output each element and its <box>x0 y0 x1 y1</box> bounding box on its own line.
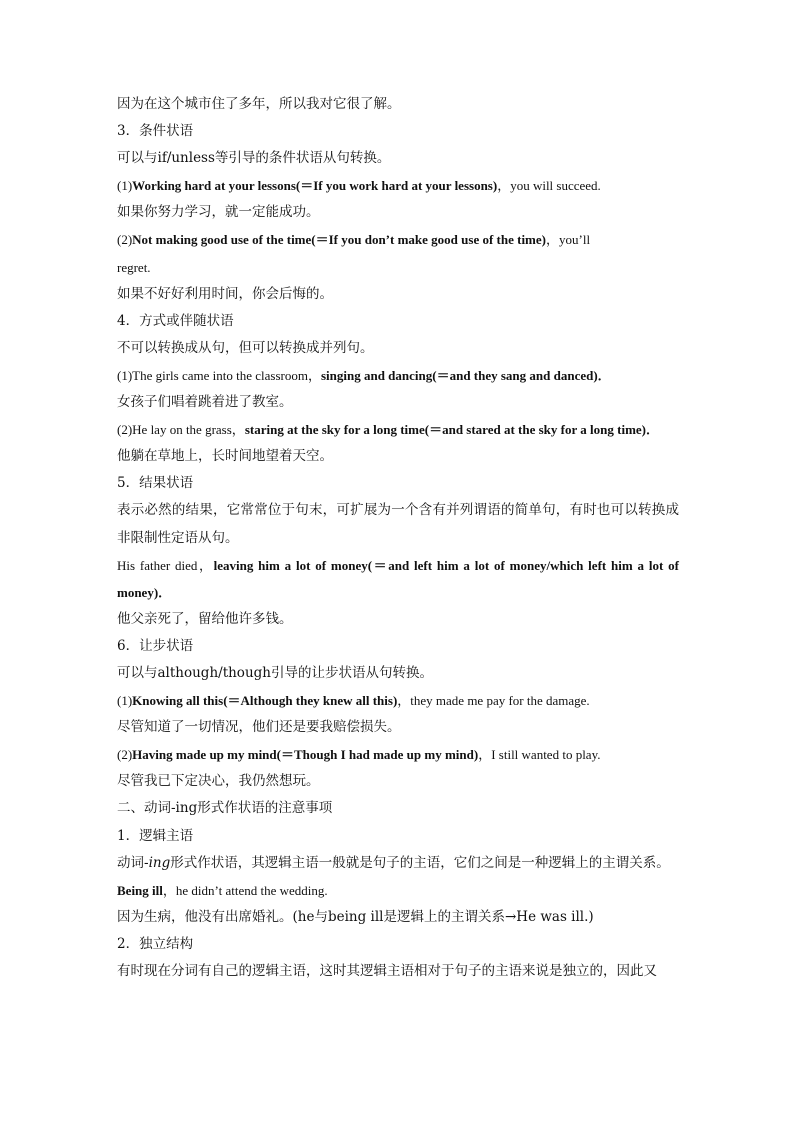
section-heading: 3．条件状语 <box>117 123 194 140</box>
sentence-head: (2)He lay on the grass， <box>117 422 245 438</box>
sentence-tail: ，you’ll <box>546 232 591 248</box>
section-heading: 1．逻辑主语 <box>117 827 194 844</box>
translation: 他父亲死了，留给他许多钱。 <box>117 610 293 627</box>
translation: 尽管我已下定决心，我仍然想玩。 <box>117 773 320 790</box>
example-sentence <box>117 741 679 768</box>
example-sentence <box>117 172 679 199</box>
bold-phrase: Working hard at your lessons(＝If you work hard at your lessons) <box>132 178 498 194</box>
sentence-continuation: regret. <box>117 259 151 275</box>
sentence-tail: ，I still wanted to play. <box>478 747 601 763</box>
section-heading: 2．独立结构 <box>117 935 194 952</box>
translation: 他躺在草地上，长时间地望着天空。 <box>117 448 333 465</box>
sentence-tail: ，he didn’t attend the wedding. <box>162 882 328 898</box>
sentence-tail: ，they made me pay for the damage. <box>397 693 590 709</box>
bold-phrase: Being ill <box>117 882 163 898</box>
paragraph <box>117 850 679 877</box>
example-sentence <box>117 226 679 253</box>
example-number: (2) <box>117 232 133 248</box>
paragraph-text: 动词- <box>117 854 149 871</box>
sentence-tail: ，you will succeed. <box>497 178 601 194</box>
sentence-head: His father died， <box>117 557 214 573</box>
translation: 如果你努力学习，就一定能成功。 <box>117 204 320 221</box>
paragraph: 不可以转换成从句，但可以转换成并列句。 <box>117 339 374 356</box>
bold-phrase: staring at the sky for a long time(＝and stared at the sky for a long time)． <box>244 422 659 438</box>
translation: 如果不好好利用时间，你会后悔的。 <box>117 285 333 302</box>
example-sentence <box>117 552 679 606</box>
example-number: (1) <box>117 693 133 709</box>
section-heading: 6．让步状语 <box>117 637 194 654</box>
section-heading: 5．结果状语 <box>117 475 194 492</box>
example-sentence <box>117 687 679 714</box>
paragraph: 因为在这个城市住了多年，所以我对它很了解。 <box>117 96 401 112</box>
paragraph-text: 形式作状语，其逻辑主语一般就是句子的主语，它们之间是一种逻辑上的主谓关系。 <box>170 854 670 871</box>
example-sentence <box>117 877 679 904</box>
paragraph: 有时现在分词有自己的逻辑主语，这时其逻辑主语相对于句子的主语来说是独立的，因此又 <box>117 963 657 979</box>
document-page <box>117 91 679 985</box>
paragraph: 可以与although/though引导的让步状语从句转换。 <box>117 664 433 681</box>
section-heading: 二、动词-ing形式作状语的注意事项 <box>117 800 333 817</box>
example-number: (1) <box>117 178 133 194</box>
example-sentence <box>117 416 679 443</box>
section-heading: 4．方式或伴随状语 <box>117 312 234 329</box>
bold-phrase: Not making good use of the time(＝If you don’t make good use of the time) <box>132 232 546 248</box>
bold-phrase: Having made up my mind(＝Though I had made up my mind) <box>132 747 479 763</box>
bold-phrase: Knowing all this(＝Although they knew all this) <box>132 693 398 709</box>
paragraph: 表示必然的结果，它常常位于句末，可扩展为一个含有并列谓语的简单句，有时也可以转换成非限制性定语从句。 <box>117 502 679 546</box>
example-number: (2) <box>117 747 133 763</box>
sentence-head: (1)The girls came into the classroom， <box>117 367 321 383</box>
bold-phrase: singing and dancing(＝and they sang and danced)． <box>320 367 611 383</box>
translation: 因为生病，他没有出席婚礼。(he与being ill是逻辑上的主谓关系→He was ill.) <box>117 908 594 925</box>
bold-phrase: leaving him a lot of money(＝and left him a lot of money/which left him a lot of money)． <box>117 557 679 600</box>
paragraph: 可以与if/unless等引导的条件状语从句转换。 <box>117 150 391 167</box>
example-sentence <box>117 362 679 389</box>
translation: 尽管知道了一切情况，他们还是要我赔偿损失。 <box>117 719 401 736</box>
translation: 女孩子们唱着跳着进了教室。 <box>117 394 293 411</box>
italic-term: ing <box>148 854 171 871</box>
